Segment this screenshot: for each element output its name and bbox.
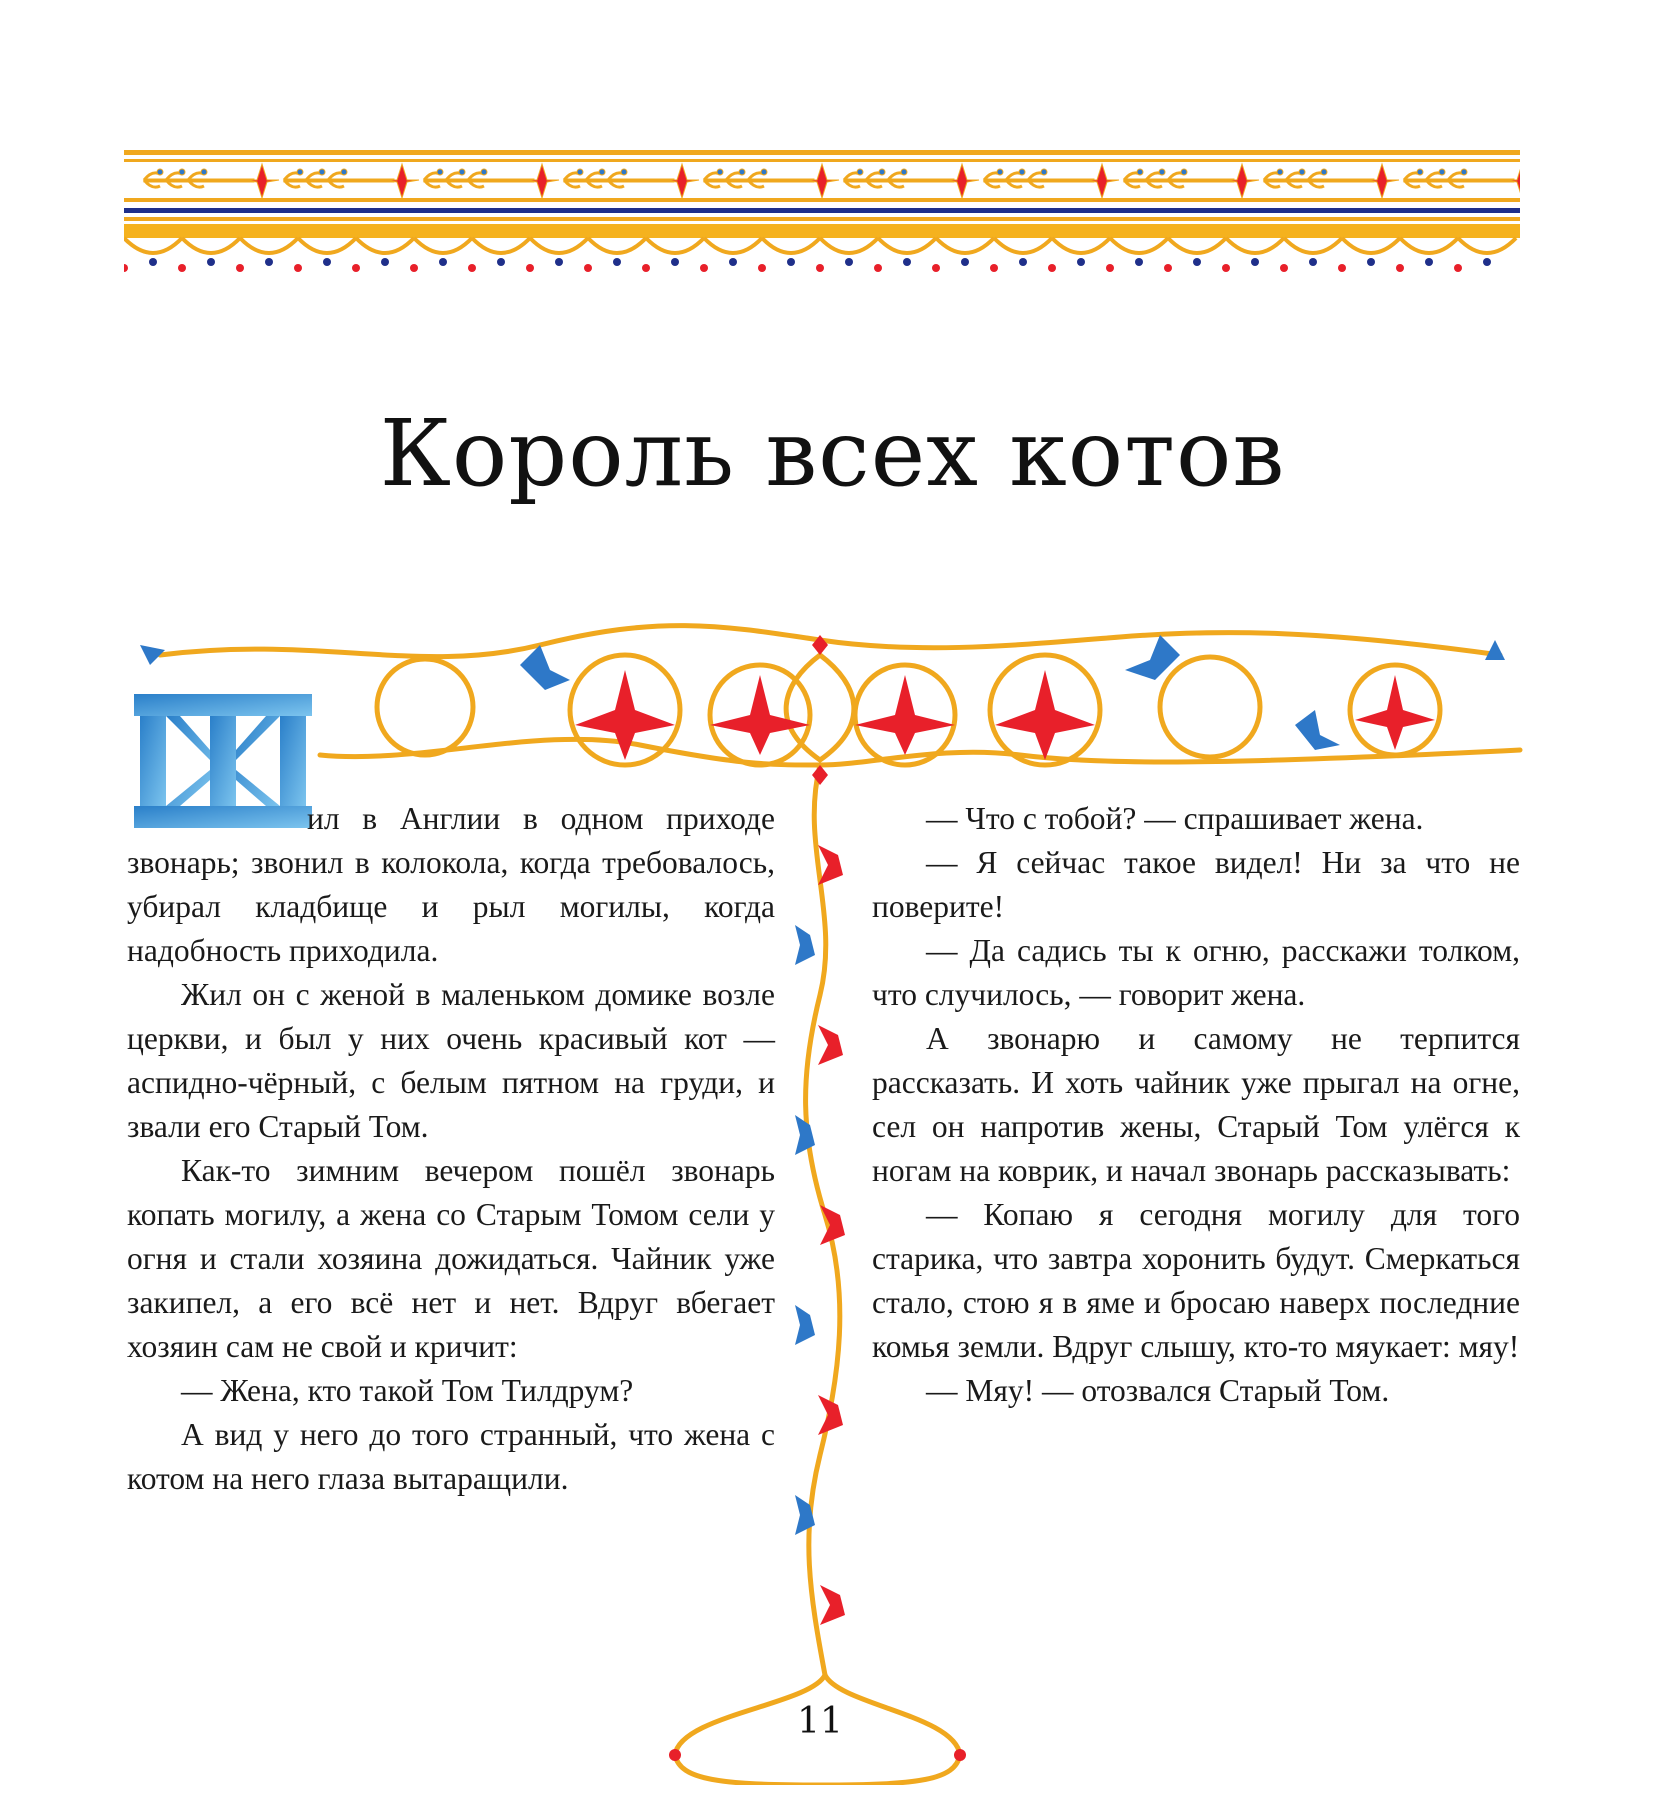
top-ornamental-border xyxy=(124,150,1520,278)
paragraph: А вид у него до того странный, что жена с котом на него глаза вытаращили. xyxy=(127,1417,775,1496)
paragraph: — Копаю я сегодня могилу для того старика, что завтра хоронить будут. Смеркаться стало, стою я в яме и бросаю наверх последние комья земли. Вдруг слышу, кто-то мяукает: мяу! xyxy=(872,1197,1520,1364)
paragraph: ил в Англии в одном приходе звонарь; звонил в колокола, когда требовалось, убирал кладбище и рыл могилы, когда надобность приходила. xyxy=(127,801,775,968)
text-column-left xyxy=(127,797,775,1501)
page-title: Король всех котов xyxy=(379,400,1286,507)
text-column-right xyxy=(872,797,1520,1413)
page-number: 11 xyxy=(797,1701,843,1742)
paragraph: — Мяу! — отозвался Старый Том. xyxy=(926,1373,1390,1408)
paragraph: А звонарю и самому не терпится рассказать. И хоть чайник уже прыгал на огне, сел он напротив жены, Старый Том улёгся к ногам на коврик, и начал звонарь рассказывать: xyxy=(872,1021,1520,1188)
paragraph: — Жена, кто такой Том Тилдрум? xyxy=(181,1373,634,1408)
paragraph: — Да садись ты к огню, расскажи толком, что случилось, — говорит жена. xyxy=(872,933,1520,1012)
paragraph: Как-то зимним вечером пошёл звонарь копать могилу, а жена со Старым Томом сели у огня и стали хозяина дожидаться. Чайник уже закипел, а его всё нет и нет. Вдруг вбегает хозяин сам не свой и кричит: xyxy=(127,1153,775,1364)
paragraph: Жил он с женой в маленьком домике возле церкви, и был у них очень красивый кот — аспидно-чёрный, с белым пятном на груди, и звали его Старый Том. xyxy=(127,977,775,1144)
paragraph: — Что с тобой? — спрашивает жена. xyxy=(926,801,1424,836)
paragraph: — Я сейчас такое видел! Ни за что не поверите! xyxy=(872,845,1520,924)
